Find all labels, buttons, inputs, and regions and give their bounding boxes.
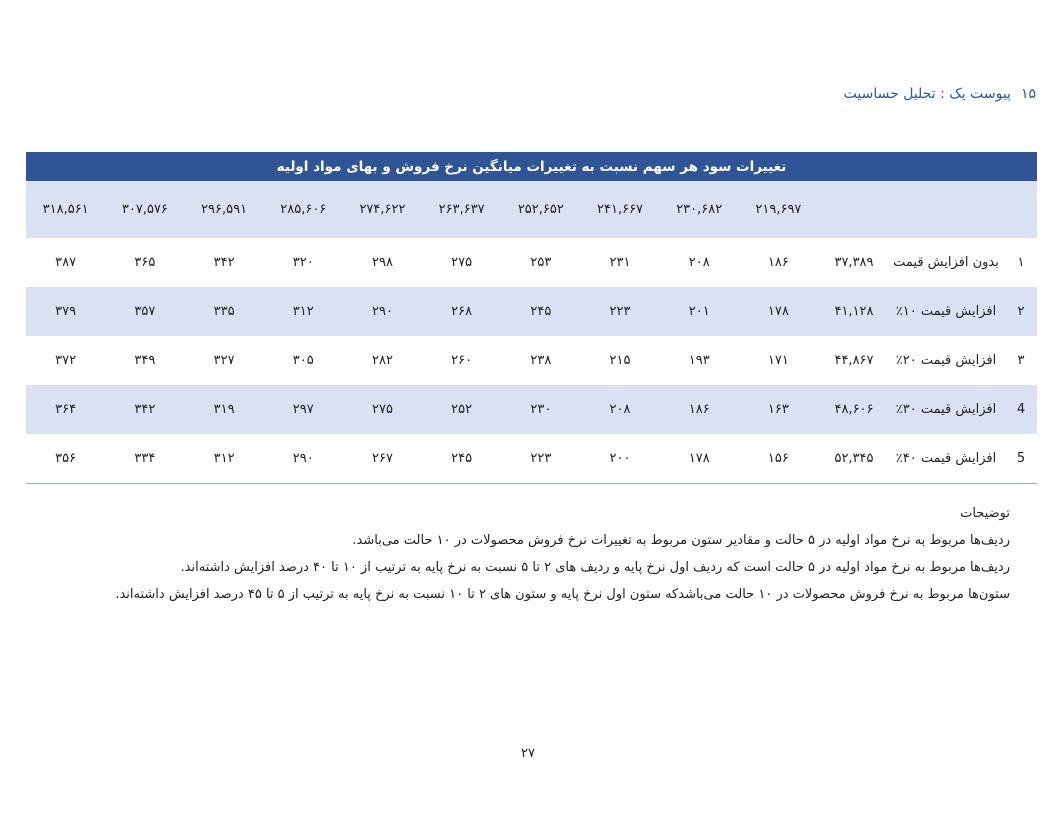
- table-cell: ۱۵۶: [739, 434, 818, 484]
- column-header-row: [26, 181, 1037, 238]
- row-label: افزایش قیمت ۲۰٪: [895, 353, 997, 368]
- row-base-value: ۴۱,۱۲۸: [818, 287, 890, 336]
- sensitivity-table: [26, 152, 1037, 484]
- row-base-value: ۵۲,۳۴۵: [818, 434, 890, 484]
- table-cell: ۳۵۷: [105, 287, 184, 336]
- table-cell: ۱۶۳: [739, 385, 818, 434]
- table-cell: ۲۲۳: [580, 287, 659, 336]
- row-index: 4: [1005, 385, 1037, 434]
- table-cell: ۲۴۵: [422, 434, 501, 484]
- notes-lines: [110, 527, 1010, 608]
- table-cell: ۳۸۷: [55, 255, 77, 270]
- section-title: پیوست یک : تحلیل حساسیت: [843, 86, 1011, 102]
- table-cell: ۲۳۱: [609, 255, 631, 270]
- table-cell: ۲۸۲: [371, 353, 393, 368]
- column-header: ۲۹۶,۵۹۱: [185, 181, 264, 238]
- row-base-value: ۳۷,۳۸۹: [834, 255, 874, 270]
- table-row: [26, 385, 1037, 434]
- column-header: ۲۱۹,۶۹۷: [739, 181, 818, 238]
- row-label: بدون افزایش قیمت: [893, 255, 999, 270]
- table-cell: ۲۲۳: [501, 434, 580, 484]
- table-cell: ۱۹۳: [688, 353, 710, 368]
- page-number: ۲۷: [521, 746, 535, 761]
- table-cell: ۳۲۷: [213, 353, 235, 368]
- table-cell: ۳۵۶: [26, 434, 105, 484]
- table-cell: ۱۷۸: [660, 434, 739, 484]
- table-cell: ۳۱۲: [264, 287, 343, 336]
- table-title: تغییرات سود هر سهم نسبت به تغییرات میانگین نرخ فروش و بهای مواد اولیه: [26, 152, 1037, 181]
- notes-section: [110, 500, 1010, 608]
- column-header: ۲۴۱,۶۶۷: [580, 181, 659, 238]
- row-index: ۲: [1005, 287, 1037, 336]
- column-header: ۲۷۴,۶۲۲: [343, 181, 422, 238]
- table-cell: ۲۰۸: [688, 255, 710, 270]
- table-cell: ۲۹۰: [343, 287, 422, 336]
- table-cell: ۲۳۰: [501, 385, 580, 434]
- table-cell: ۳۴۹: [134, 353, 156, 368]
- table-cell: ۳۳۵: [185, 287, 264, 336]
- table-cell: ۲۱۵: [609, 353, 631, 368]
- table-cell: ۲۰۱: [660, 287, 739, 336]
- header-empty-base: [818, 181, 890, 238]
- column-header: ۲۵۲,۶۵۲: [501, 181, 580, 238]
- table-row: [26, 238, 1037, 287]
- table-cell: ۳۳۴: [105, 434, 184, 484]
- section-number: ۱۵: [1020, 86, 1036, 102]
- header-empty-label: [890, 181, 1005, 238]
- table-cell: ۲۹۸: [371, 255, 393, 270]
- row-label: افزایش قیمت ۳۰٪: [890, 385, 1005, 434]
- table-cell: ۲۹۷: [264, 385, 343, 434]
- table-cell: ۲۰۰: [580, 434, 659, 484]
- table-cell: ۲۷۵: [451, 255, 473, 270]
- note-line: ردیف‌ها مربوط به نرخ مواد اولیه در ۵ حالت و مقادیر ستون مربوط به تغییرات نرخ فروش محصولات در ۱۰ حالت می‌باشد.: [352, 533, 1010, 548]
- column-header: ۳۱۸,۵۶۱: [26, 181, 105, 238]
- page-header: [844, 86, 1036, 102]
- table-cell: ۳۶۵: [134, 255, 156, 270]
- row-base-value: ۴۴,۸۶۷: [834, 353, 874, 368]
- table-cell: ۱۸۶: [767, 255, 789, 270]
- table-cell: ۱۷۱: [767, 353, 789, 368]
- table-cell: ۳۴۲: [213, 255, 235, 270]
- row-index: ۳: [1017, 353, 1025, 368]
- table-row: [26, 336, 1037, 385]
- table-row: [26, 287, 1037, 336]
- table-cell: ۱۸۶: [660, 385, 739, 434]
- table-cell: ۲۹۰: [264, 434, 343, 484]
- table-cell: ۳۱۹: [185, 385, 264, 434]
- table-cell: ۲۳۸: [530, 353, 552, 368]
- table-cell: ۲۰۸: [580, 385, 659, 434]
- table-cell: ۳۷۹: [26, 287, 105, 336]
- row-label: افزایش قیمت ۴۰٪: [890, 434, 1005, 484]
- table-cell: ۳۰۵: [292, 353, 314, 368]
- table-cell: ۳۱۲: [185, 434, 264, 484]
- row-index: ۱: [1017, 255, 1025, 270]
- row-index: 5: [1005, 434, 1037, 484]
- table-cell: ۳۲۰: [292, 255, 314, 270]
- table-cell: ۲۶۷: [343, 434, 422, 484]
- table-cell: ۲۴۵: [501, 287, 580, 336]
- table-cell: ۲۶۸: [422, 287, 501, 336]
- table-cell: ۲۶۰: [451, 353, 473, 368]
- table-cell: ۱۷۸: [739, 287, 818, 336]
- sensitivity-table-container: [26, 152, 1037, 484]
- notes-heading: توضیحات: [960, 506, 1010, 521]
- table-cell: ۲۷۵: [343, 385, 422, 434]
- header-empty-index: [1005, 181, 1037, 238]
- row-base-value: ۴۸,۶۰۶: [818, 385, 890, 434]
- column-header: ۲۶۳,۶۳۷: [422, 181, 501, 238]
- note-line: ستون‌ها مربوط به نرخ فروش محصولات در ۱۰ حالت می‌باشدکه ستون اول نرخ پایه و ستون های ۲ تا ۱۰ نسبت به نرخ پایه به ترتیب از ۵ تا ۴۵ درصد افزایش داشته‌اند.: [115, 587, 1010, 602]
- column-header: ۳۰۷,۵۷۶: [105, 181, 184, 238]
- table-cell: ۲۵۲: [422, 385, 501, 434]
- row-label: افزایش قیمت ۱۰٪: [890, 287, 1005, 336]
- table-row: [26, 434, 1037, 484]
- table-cell: ۳۴۲: [105, 385, 184, 434]
- table-cell: ۲۵۳: [530, 255, 552, 270]
- table-cell: ۳۷۲: [55, 353, 77, 368]
- table-cell: ۳۶۴: [26, 385, 105, 434]
- note-line: ردیف‌ها مربوط به نرخ مواد اولیه در ۵ حالت است که ردیف اول نرخ پایه و ردیف های ۲ تا ۵ نسبت به نرخ پایه به ترتیب از ۱۰ تا ۴۰ درصد افزایش داشته‌اند.: [180, 560, 1010, 575]
- column-header: ۲۳۰,۶۸۲: [660, 181, 739, 238]
- column-header: ۲۸۵,۶۰۶: [264, 181, 343, 238]
